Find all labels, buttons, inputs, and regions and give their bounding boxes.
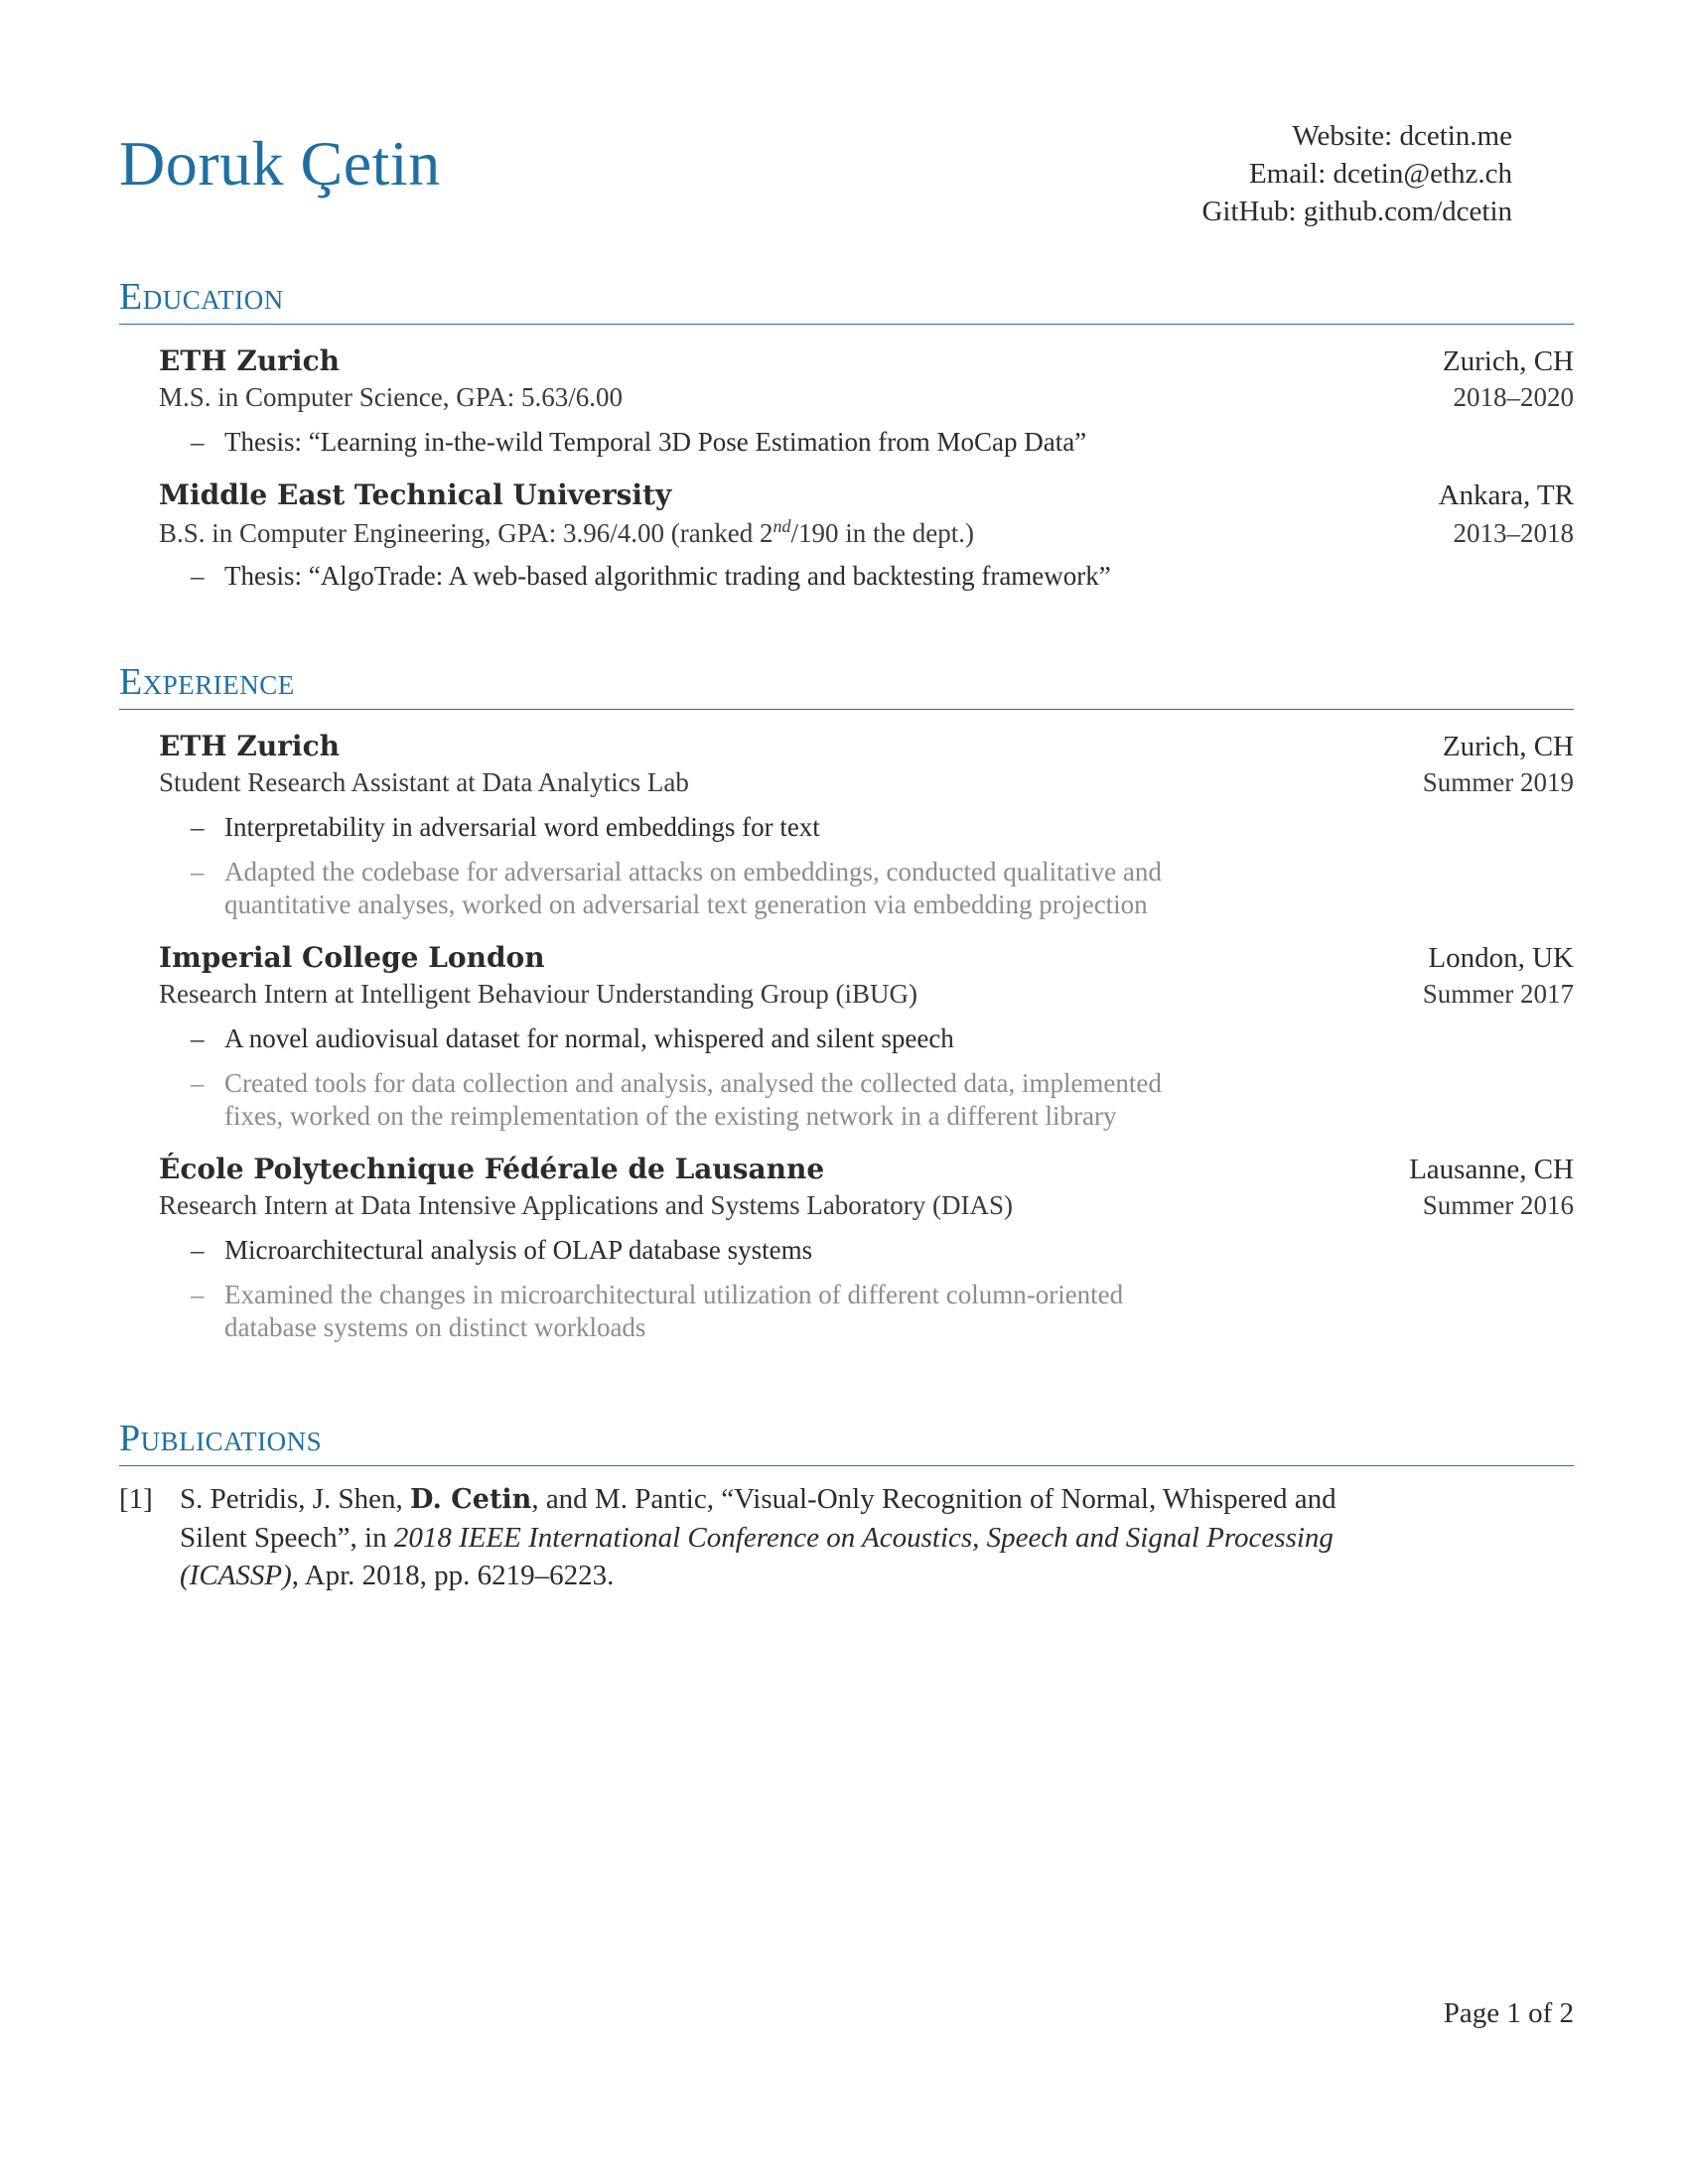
dash-bullet: – (191, 1280, 205, 1309)
degree-dates: 2013–2018 (1453, 518, 1574, 548)
project-title: Interpretability in adversarial word embeddings for text (224, 812, 820, 842)
degree: M.S. in Computer Science, GPA: 5.63/6.00 (159, 382, 624, 412)
dash-bullet: – (191, 812, 205, 842)
experience-section (119, 663, 1574, 1344)
publications-section (119, 1420, 1574, 1594)
education-entry (159, 344, 1574, 459)
education-entry (159, 478, 1574, 593)
dash-bullet: – (191, 1235, 205, 1265)
role-dates: Summer 2016 (1422, 1190, 1574, 1220)
website-link[interactable]: Website: dcetin.me (1292, 120, 1512, 152)
thesis-text: Thesis: “Learning in-the-wild Temporal 3D Pose Estimation from MoCap Data” (224, 427, 1087, 457)
section-title-experience: Experience (119, 663, 1574, 710)
project-details: – Examined the changes in microarchitectural utilization of different column-oriented database systems on distinct workloads (191, 1280, 1124, 1342)
project-item (159, 1023, 1574, 1055)
project-details: – Created tools for data collection and analysis, analysed the collected data, implemented fixes, worked on the reimplementation of the existing network in a different library (191, 1068, 1162, 1131)
experience-entry (159, 730, 1574, 921)
organization-name: École Polytechnique Fédérale de Lausanne (159, 1153, 825, 1185)
section-title-publications: Publications (119, 1420, 1574, 1466)
organization-location: London, UK (1428, 942, 1574, 974)
project-title: Microarchitectural analysis of OLAP database systems (224, 1235, 813, 1265)
institution-name: Middle East Technical University (159, 478, 672, 511)
highlighted-author: D. Cetin (410, 1484, 532, 1515)
role: Research Intern at Intelligent Behaviour Understanding Group (iBUG) (159, 979, 918, 1009)
resume-page (119, 0, 1574, 2184)
education-section (119, 278, 1574, 593)
thesis-item (159, 426, 1574, 459)
person-name: Doruk Çetin (119, 128, 441, 199)
project-title: A novel audiovisual dataset for normal, whispered and silent speech (224, 1024, 954, 1053)
publication-citation: S. Petridis, J. Shen, D. Cetin, and M. Pantic, “Visual-Only Recognition of Normal, Whispered and Silent Speech”, in 2018 IEEE International Conference on Acoustics, Speech and Signal Processing (ICASSP), Apr. 2018, pp. 6219–6223. (180, 1483, 1336, 1591)
institution-name: ETH Zurich (159, 344, 340, 377)
role-dates: Summer 2017 (1422, 979, 1574, 1009)
section-title-education: Education (119, 278, 1574, 325)
page-number: Page 1 of 2 (1443, 1997, 1574, 2029)
role-dates: Summer 2019 (1422, 767, 1574, 797)
role: Research Intern at Data Intensive Applications and Systems Laboratory (DIAS) (159, 1190, 1014, 1220)
dash-bullet: – (191, 1068, 205, 1098)
degree: B.S. in Computer Engineering, GPA: 3.96/4.00 (ranked 2nd/190 in the dept.) (159, 516, 974, 548)
institution-location: Zurich, CH (1442, 345, 1574, 377)
github-link[interactable]: GitHub: github.com/dcetin (1201, 196, 1512, 227)
email-link[interactable]: Email: dcetin@ethz.ch (1248, 158, 1512, 190)
organization-location: Zurich, CH (1442, 731, 1574, 762)
experience-entry (159, 1153, 1574, 1344)
degree-dates: 2018–2020 (1453, 382, 1574, 412)
dash-bullet: – (191, 1024, 205, 1053)
organization-name: ETH Zurich (159, 730, 340, 762)
organization-location: Lausanne, CH (1409, 1154, 1574, 1185)
institution-location: Ankara, TR (1438, 479, 1574, 511)
project-item (159, 1234, 1574, 1267)
dash-bullet: – (191, 561, 205, 591)
project-details: – Adapted the codebase for adversarial attacks on embeddings, conducted qualitative and quantitative analyses, worked on adversarial text generation via embedding projection (191, 857, 1162, 919)
experience-entry (159, 941, 1574, 1133)
publication-venue: 2018 IEEE International Conference on Acoustics, Speech and Signal Processing (393, 1522, 1334, 1554)
dash-bullet: – (191, 427, 205, 457)
organization-name: Imperial College London (159, 941, 545, 974)
project-item (159, 811, 1574, 844)
role: Student Research Assistant at Data Analytics Lab (159, 767, 689, 797)
thesis-item (159, 560, 1574, 593)
thesis-text: Thesis: “AlgoTrade: A web-based algorithmic trading and backtesting framework” (224, 561, 1111, 591)
contact-block (1201, 117, 1512, 230)
dash-bullet: – (191, 857, 205, 887)
publication-number: [1] (119, 1483, 153, 1515)
publication-entry (119, 1480, 1629, 1594)
